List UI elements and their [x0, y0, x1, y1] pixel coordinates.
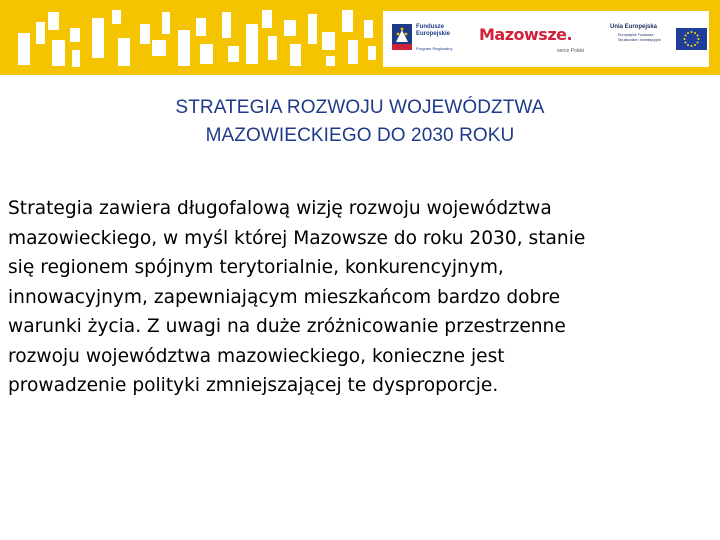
body-line: innowacyjnym, zapewniającym mieszkańcom bardzo dobre [8, 286, 561, 308]
ue-sub-line2: Strukturalne i Inwestycyjne [618, 38, 661, 42]
title-line-1: STRATEGIA ROZWOJU WOJEWÓDZTWA [175, 97, 545, 118]
body-line: prowadzenie polityki zmniejszającej te dysproporcje. [8, 375, 499, 396]
fe-line1: Fundusze [416, 24, 444, 30]
fundusze-europejskie-logo [390, 18, 470, 60]
title-line-2: MAZOWIECKIEGO DO 2030 ROKU [205, 125, 515, 146]
mazowsze-wordmark: Mazowsze. [479, 25, 573, 44]
ue-sub-line1: Europejskie Fundusze [618, 33, 654, 37]
mazowsze-logo [477, 22, 592, 58]
slide-title [0, 94, 720, 150]
fundusze-europejskie-name [416, 24, 450, 38]
body-line: rozwoju województwa mazowieckiego, konieczne jest [8, 345, 505, 367]
mazowsze-tagline: serce Polski [557, 48, 584, 54]
body-line: się regionem spójnym terytorialnie, konkurencyjnym, [8, 257, 504, 278]
body-line: warunki życia. Z uwagi na duże zróżnicowanie przestrzenne [8, 316, 566, 337]
fundusze-europejskie-icon [390, 22, 414, 52]
ue-subtitle [618, 33, 661, 43]
body-line: Strategia zawiera długofalową wizję rozwoju województwa [8, 198, 552, 219]
fe-line2: Europejskie [416, 31, 451, 37]
body-paragraph [8, 194, 718, 401]
body-line: mazowieckiego, w myśl której Mazowsze do roku 2030, stanie [8, 227, 586, 249]
unia-europejska-logo [606, 22, 706, 58]
eu-flag-icon [676, 28, 707, 50]
fe-subtitle: Program Regionalny [416, 46, 453, 51]
ue-title: Unia Europejska [610, 24, 658, 30]
